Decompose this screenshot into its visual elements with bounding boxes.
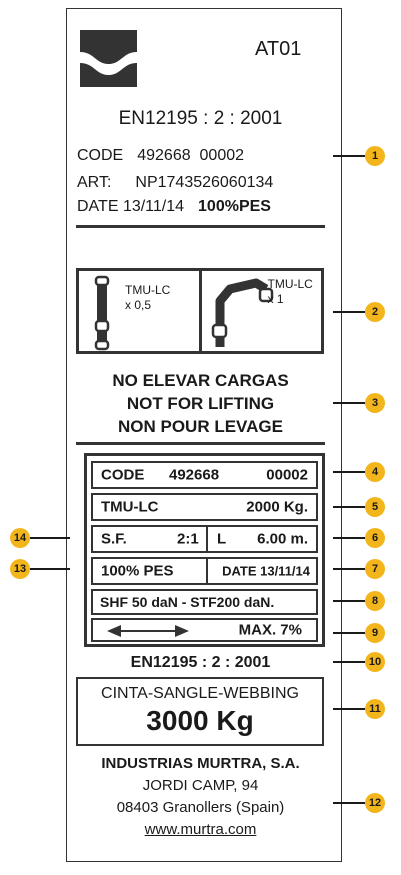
callout-badge-7: 7: [365, 559, 385, 579]
callout-line: [30, 537, 70, 539]
spec-capacity: 2000 Kg.: [246, 498, 308, 516]
spec-code-value: 492668: [169, 466, 220, 484]
callout-line: [333, 568, 365, 570]
spec-elongation: MAX. 7%: [238, 621, 302, 639]
straight-factor: x 0,5: [125, 298, 152, 312]
callout-badge-6: 6: [365, 528, 385, 548]
spec-length-value: 6.00 m.: [257, 530, 308, 548]
usage-straight: [79, 271, 199, 351]
callout-line: [333, 661, 365, 663]
webbing-box: [76, 677, 324, 746]
warning-english: NOT FOR LIFTING: [126, 394, 275, 413]
straight-sling-icon: [89, 275, 115, 351]
callout-line: [333, 471, 365, 473]
code-value: 492668 00002: [137, 147, 245, 164]
callout-badge-10: 10: [365, 652, 385, 672]
callout-line: [333, 632, 365, 634]
spec-row-sf-length: [91, 525, 318, 553]
webbing-load: 3000 Kg: [146, 705, 254, 736]
callout-badge-14: 14: [10, 528, 30, 548]
date-value: 13/11/14: [122, 198, 185, 215]
spec-row-forces: [91, 589, 318, 615]
murtra-logo: [80, 30, 137, 87]
callout-badge-11: 11: [365, 699, 385, 719]
manufacturer-city: 08403 Granollers (Spain): [116, 799, 285, 816]
callout-line: [30, 568, 70, 570]
code-label: CODE: [77, 147, 124, 164]
manufacturer-website[interactable]: www.murtra.com: [144, 821, 257, 838]
callout-badge-5: 5: [365, 497, 385, 517]
standard-footer: EN12195 : 2 : 2001: [130, 654, 271, 671]
callout-line: [333, 402, 365, 404]
callout-badge-12: 12: [365, 793, 385, 813]
code-line: [77, 147, 244, 165]
art-line: [77, 174, 273, 192]
spec-forces: SHF 50 daN - STF200 daN.: [100, 594, 275, 610]
basket-name: TMU-LC: [267, 277, 313, 291]
basket-usage-text: [268, 277, 313, 307]
callout-badge-9: 9: [365, 623, 385, 643]
manufacturer-street: JORDI CAMP, 94: [142, 777, 259, 794]
double-arrow-icon: [107, 624, 189, 638]
spec-row-elongation: [91, 618, 318, 642]
spec-code-suffix: 00002: [266, 466, 308, 484]
spec-row-code: [91, 461, 318, 489]
callout-badge-3: 3: [365, 393, 385, 413]
divider-rule: [76, 225, 325, 228]
callout-line: [333, 506, 365, 508]
callout-line: [333, 537, 365, 539]
spec-divider: [206, 527, 208, 551]
spec-table: [84, 453, 325, 647]
callout-badge-13: 13: [10, 559, 30, 579]
warning-spanish: NO ELEVAR CARGAS: [112, 371, 289, 390]
straight-usage-text: [125, 283, 170, 313]
manufacturer-name: INDUSTRIAS MURTRA, S.A.: [101, 755, 300, 772]
spec-code-label: CODE: [101, 466, 145, 484]
callout-badge-1: 1: [365, 146, 385, 166]
callout-line: [333, 600, 365, 602]
spec-sf-label: S.F.: [101, 530, 127, 548]
spec-material: 100% PES: [101, 562, 174, 580]
spec-type: TMU-LC: [101, 498, 159, 516]
spec-sf-value: 2:1: [177, 530, 199, 548]
callout-badge-2: 2: [365, 302, 385, 322]
standard-header: EN12195 : 2 : 2001: [118, 108, 283, 129]
art-value: NP1743526060134: [135, 174, 274, 191]
basket-factor: x 1: [267, 292, 284, 306]
date-label: DATE: [77, 198, 119, 215]
callout-badge-4: 4: [365, 462, 385, 482]
webbing-caption: CINTA-SANGLE-WEBBING: [101, 685, 299, 702]
spec-row-type: [91, 493, 318, 521]
spec-length-label: L: [217, 530, 227, 548]
callout-line: [333, 708, 365, 710]
spec-divider: [206, 559, 208, 583]
material-value: 100%PES: [198, 198, 271, 215]
callout-line: [333, 311, 365, 313]
usage-box: [76, 268, 324, 354]
spec-row-material-date: [91, 557, 318, 585]
callout-line: [333, 155, 365, 157]
callout-line: [333, 802, 365, 804]
model-code: AT01: [255, 38, 302, 60]
straight-name: TMU-LC: [125, 283, 171, 297]
warning-french: NON POUR LEVAGE: [118, 417, 283, 436]
callout-badge-8: 8: [365, 591, 385, 611]
divider-rule: [76, 442, 325, 445]
spec-date: DATE 13/11/14: [222, 563, 310, 579]
date-line: [77, 198, 271, 216]
art-label: ART:: [77, 174, 112, 191]
usage-basket: [199, 271, 322, 351]
